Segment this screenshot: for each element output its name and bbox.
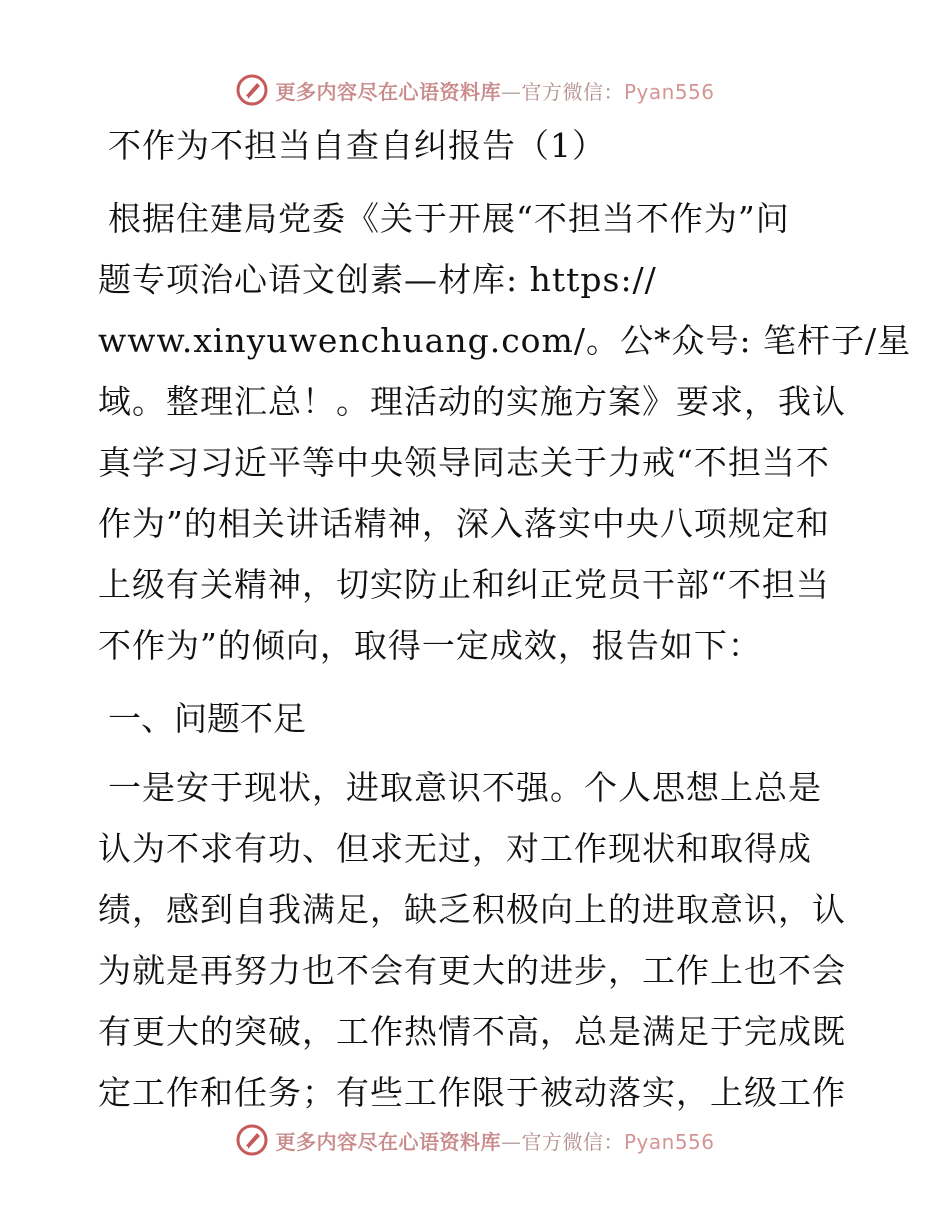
paragraph-line: 不作为”的倾向，取得一定成效，报告如下： (98, 626, 762, 665)
section-heading: 一、问题不足 (108, 699, 306, 738)
header-watermark-banner (0, 70, 950, 110)
banner-wechat-label: 官方微信： (521, 79, 624, 104)
banner-library-text: 更多内容尽在心语资料库 (275, 79, 501, 104)
paragraph-line: 域。整理汇总！。理活动的实施方案》要求，我认 (98, 382, 846, 421)
paragraph-line: 作为”的相关讲话精神，深入落实中央八项规定和 (98, 504, 830, 543)
paragraph-line: 绩，感到自我满足，缺乏积极向上的进取意识，认 (98, 890, 846, 929)
section1-paragraph (98, 757, 858, 1123)
paragraph-line: 认为不求有功、但求无过，对工作现状和取得成 (98, 829, 812, 868)
banner-text (275, 1126, 714, 1155)
pen-logo-icon (235, 73, 269, 107)
paragraph-line: www.xinyuwenchuang.com/。公*众号: 笔杆子/星 (98, 321, 912, 360)
paragraph-line: 一是安于现状，进取意识不强。个人思想上总是 (108, 768, 822, 807)
paragraph-line: 真学习习近平等中央领导同志关于力戒“不担当不 (98, 443, 830, 482)
footer-watermark-banner (0, 1120, 950, 1160)
banner-wechat-id: Pyan556 (623, 1129, 715, 1154)
banner-text (275, 76, 714, 105)
pen-logo-icon (235, 1123, 269, 1157)
document-body (98, 124, 912, 1123)
banner-wechat-label: 官方微信： (521, 1129, 624, 1154)
banner-wechat-id: Pyan556 (623, 79, 715, 104)
paragraph-line: 定工作和任务；有些工作限于被动落实，上级工作 (98, 1073, 846, 1112)
paragraph-line: 有更大的突破，工作热情不高，总是满足于完成既 (98, 1012, 846, 1051)
paragraph-line: 上级有关精神，切实防止和纠正党员干部“不担当 (98, 565, 830, 604)
banner-dash: — (500, 1129, 522, 1154)
intro-paragraph (98, 188, 912, 676)
paragraph-line: 题专项治心语文创素—材库: https:// (98, 260, 657, 299)
banner-dash: — (500, 79, 522, 104)
document-title: 不作为不担当自查自纠报告（1） (108, 126, 606, 165)
paragraph-line: 为就是再努力也不会有更大的进步，工作上也不会 (98, 951, 846, 990)
banner-library-text: 更多内容尽在心语资料库 (275, 1129, 501, 1154)
paragraph-line: 根据住建局党委《关于开展“不担当不作为”问 (108, 199, 790, 238)
